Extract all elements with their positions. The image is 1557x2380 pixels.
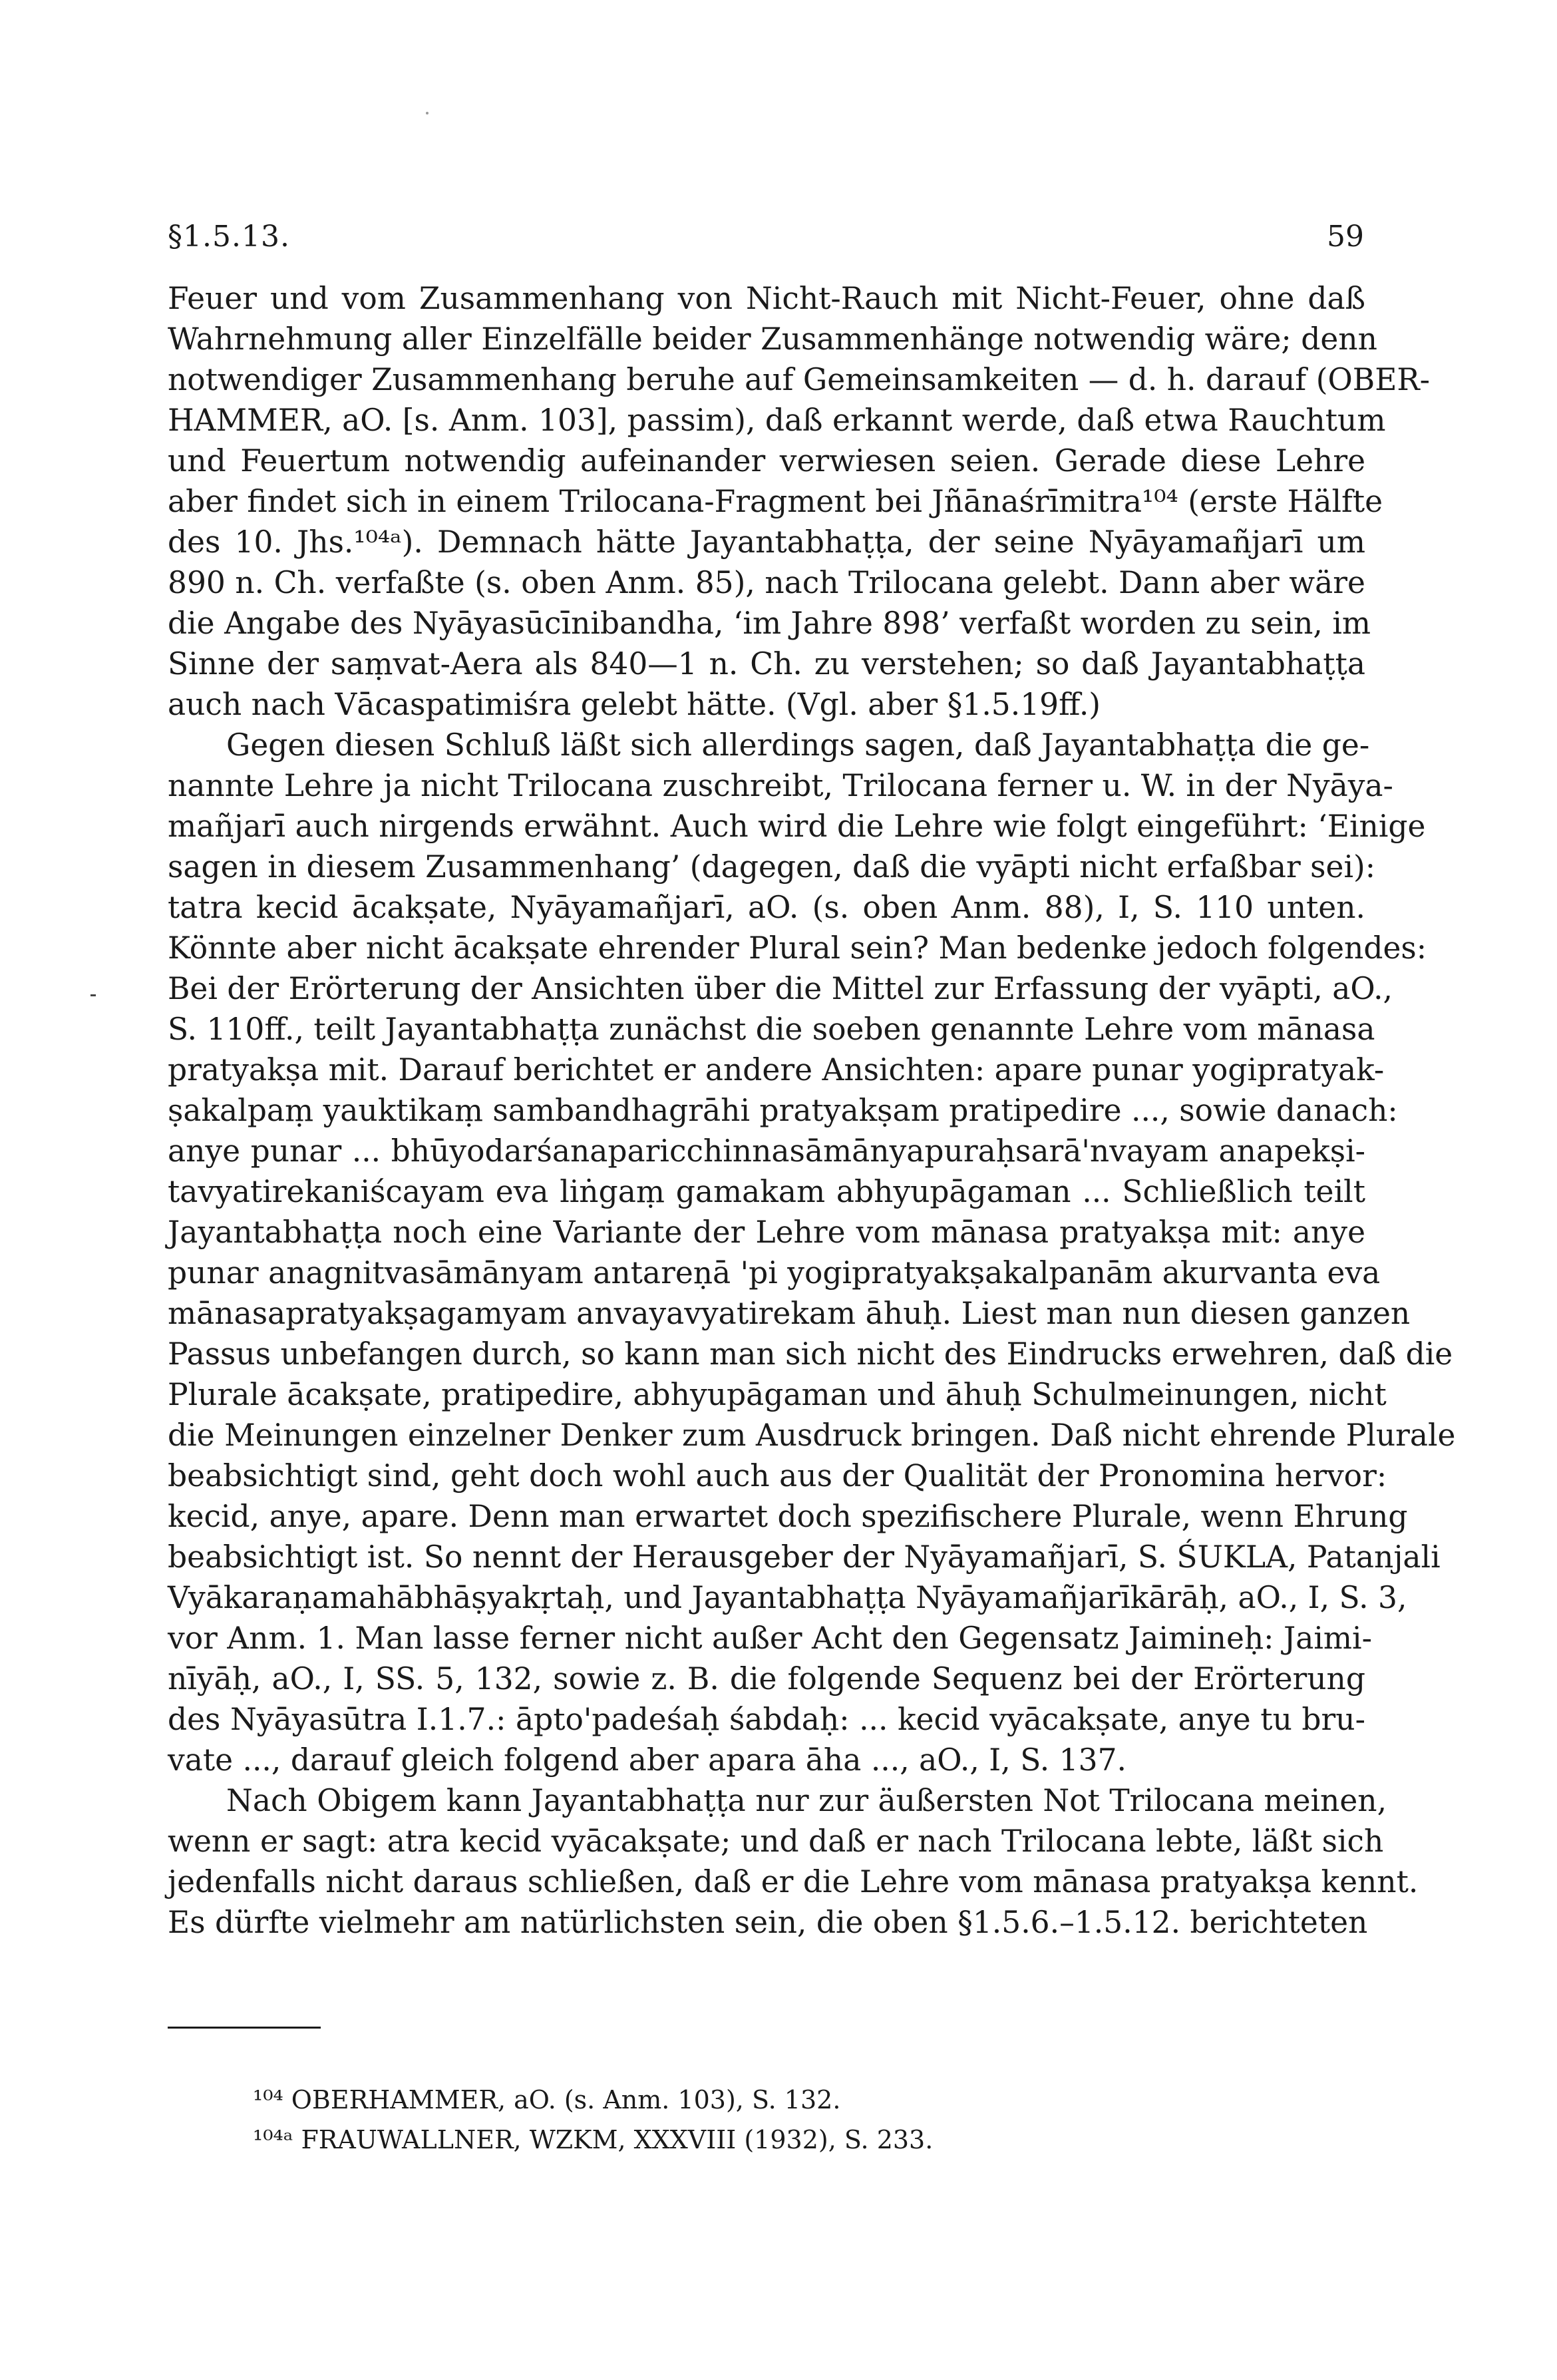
text-line: Feuer und vom Zusammenhang von Nicht-Rauch mit Nicht-Feuer, ohne daß <box>168 281 1365 316</box>
text-line: Jayantabhaṭṭa noch eine Variante der Lehre vom mānasa pratyakṣa mit: anye <box>168 1215 1365 1250</box>
section-reference: §1.5.13. <box>168 220 290 254</box>
text-line: die Meinungen einzelner Denker zum Ausdruck bringen. Daß nicht ehrende Plurale <box>168 1418 1456 1453</box>
text-line: Es dürfte vielmehr am natürlichsten sein, die oben §1.5.6.–1.5.12. berichteten <box>168 1905 1368 1940</box>
footnote-divider <box>168 2027 321 2029</box>
footnote: ¹⁰⁴ OBERHAMMER, aO. (s. Anm. 103), S. 132. <box>253 2085 841 2114</box>
text-line: wenn er sagt: atra kecid vyācakṣate; und daß er nach Trilocana lebte, läßt sich <box>168 1824 1384 1859</box>
text-line: nīyāḥ, aO., I, SS. 5, 132, sowie z. B. die folgende Sequenz bei der Erörterung <box>168 1661 1365 1696</box>
text-line: Passus unbefangen durch, so kann man sich nicht des Eindrucks erwehren, daß die <box>168 1336 1453 1372</box>
text-line: Plurale ācakṣate, pratipedire, abhyupāgaman und āhuḥ Schulmeinungen, nicht <box>168 1377 1387 1412</box>
text-line: Wahrnehmung aller Einzelfälle beider Zusammenhänge notwendig wäre; denn <box>168 321 1377 357</box>
footnotes <box>253 2080 1251 2160</box>
text-line: des Nyāyasūtra I.1.7.: āpto'padeśaḥ śabdaḥ: ... kecid vyācakṣate, anye tu bru- <box>168 1702 1365 1737</box>
text-line: beabsichtigt sind, geht doch wohl auch aus der Qualität der Pronomina hervor: <box>168 1458 1387 1493</box>
text-line: mānasapratyakṣagamyam anvayavyatirekam āhuḥ. Liest man nun diesen ganzen <box>168 1296 1411 1331</box>
scan-speck <box>426 112 429 114</box>
footnote: ¹⁰⁴ᵃ FRAUWALLNER, WZKM, XXXVIII (1932), S. 233. <box>253 2125 934 2154</box>
text-line: anye punar ... bhūyodarśanaparicchinnasāmānyapuraḥsarā'nvayam anapekṣi- <box>168 1133 1365 1169</box>
text-line: Gegen diesen Schluß läßt sich allerdings sagen, daß Jayantabhaṭṭa die ge- <box>226 727 1370 763</box>
text-line: Sinne der saṃvat-Aera als 840—1 n. Ch. zu verstehen; so daß Jayantabhaṭṭa <box>168 646 1365 682</box>
text-line: ṣakalpaṃ yauktikaṃ sambandhagrāhi pratyakṣam pratipedire ..., sowie danach: <box>168 1093 1398 1128</box>
text-line: des 10. Jhs.¹⁰⁴ᵃ). Demnach hätte Jayantabhaṭṭa, der seine Nyāyamañjarī um <box>168 524 1365 560</box>
body-text <box>168 278 1456 1943</box>
text-line: tatra kecid ācakṣate, Nyāyamañjarī, aO. (s. oben Anm. 88), I, S. 110 unten. <box>168 890 1365 925</box>
text-line: notwendiger Zusammenhang beruhe auf Gemeinsamkeiten — d. h. darauf (OBER- <box>168 362 1431 397</box>
page-number: 59 <box>1327 220 1364 254</box>
text-line: Könnte aber nicht ācakṣate ehrender Plural sein? Man bedenke jedoch folgendes: <box>168 930 1427 966</box>
text-line: HAMMER, aO. [s. Anm. 103], passim), daß erkannt werde, daß etwa Rauchtum <box>168 403 1386 438</box>
text-line: vate ..., darauf gleich folgend aber apara āha ..., aO., I, S. 137. <box>168 1742 1126 1778</box>
text-line: Vyākaraṇamahābhāṣyakṛtaḥ, und Jayantabhaṭṭa Nyāyamañjarīkārāḥ, aO., I, S. 3, <box>168 1580 1407 1615</box>
text-line: Nach Obigem kann Jayantabhaṭṭa nur zur äußersten Not Trilocana meinen, <box>226 1783 1387 1818</box>
text-line: 890 n. Ch. verfaßte (s. oben Anm. 85), nach Trilocana gelebt. Dann aber wäre <box>168 565 1365 600</box>
text-line: die Angabe des Nyāyasūcīnibandha, ‘im Jahre 898’ verfaßt worden zu sein, im <box>168 606 1371 641</box>
text-line: beabsichtigt ist. So nennt der Herausgeber der Nyāyamañjarī, S. ŚUKLA, Patanjali <box>168 1539 1441 1575</box>
text-line: jedenfalls nicht daraus schließen, daß er die Lehre vom mānasa pratyakṣa kennt. <box>168 1864 1419 1899</box>
text-line: Bei der Erörterung der Ansichten über die Mittel zur Erfassung der vyāpti, aO., <box>168 971 1393 1006</box>
text-line: S. 110ff., teilt Jayantabhaṭṭa zunächst die soeben genannte Lehre vom mānasa <box>168 1012 1375 1047</box>
text-line: kecid, anye, apare. Denn man erwartet doch spezifischere Plurale, wenn Ehrung <box>168 1499 1408 1534</box>
text-line: und Feuertum notwendig aufeinander verwiesen seien. Gerade diese Lehre <box>168 443 1365 479</box>
text-line: mañjarī auch nirgends erwähnt. Auch wird die Lehre wie folgt eingeführt: ‘Einige <box>168 809 1426 844</box>
text-line: punar anagnitvasāmānyam antareṇā 'pi yogipratyakṣakalpanām akurvanta eva <box>168 1255 1381 1290</box>
text-line: sagen in diesem Zusammenhang’ (dagegen, daß die vyāpti nicht erfaßbar sei): <box>168 849 1376 885</box>
margin-mark <box>90 994 96 996</box>
text-line: nannte Lehre ja nicht Trilocana zuschreibt, Trilocana ferner u. W. in der Nyāya- <box>168 768 1393 803</box>
text-line: pratyakṣa mit. Darauf berichtet er andere Ansichten: apare punar yogipratyak- <box>168 1052 1385 1088</box>
text-line: vor Anm. 1. Man lasse ferner nicht außer Acht den Gegensatz Jaimineḥ: Jaimi- <box>168 1621 1372 1656</box>
text-line: aber findet sich in einem Trilocana-Fragment bei Jñānaśrīmitra¹⁰⁴ (erste Hälfte <box>168 484 1383 519</box>
text-line: tavyatirekaniścayam eva liṅgaṃ gamakam abhyupāgaman ... Schließlich teilt <box>168 1174 1365 1209</box>
text-line: auch nach Vācaspatimiśra gelebt hätte. (Vgl. aber §1.5.19ff.) <box>168 687 1101 722</box>
